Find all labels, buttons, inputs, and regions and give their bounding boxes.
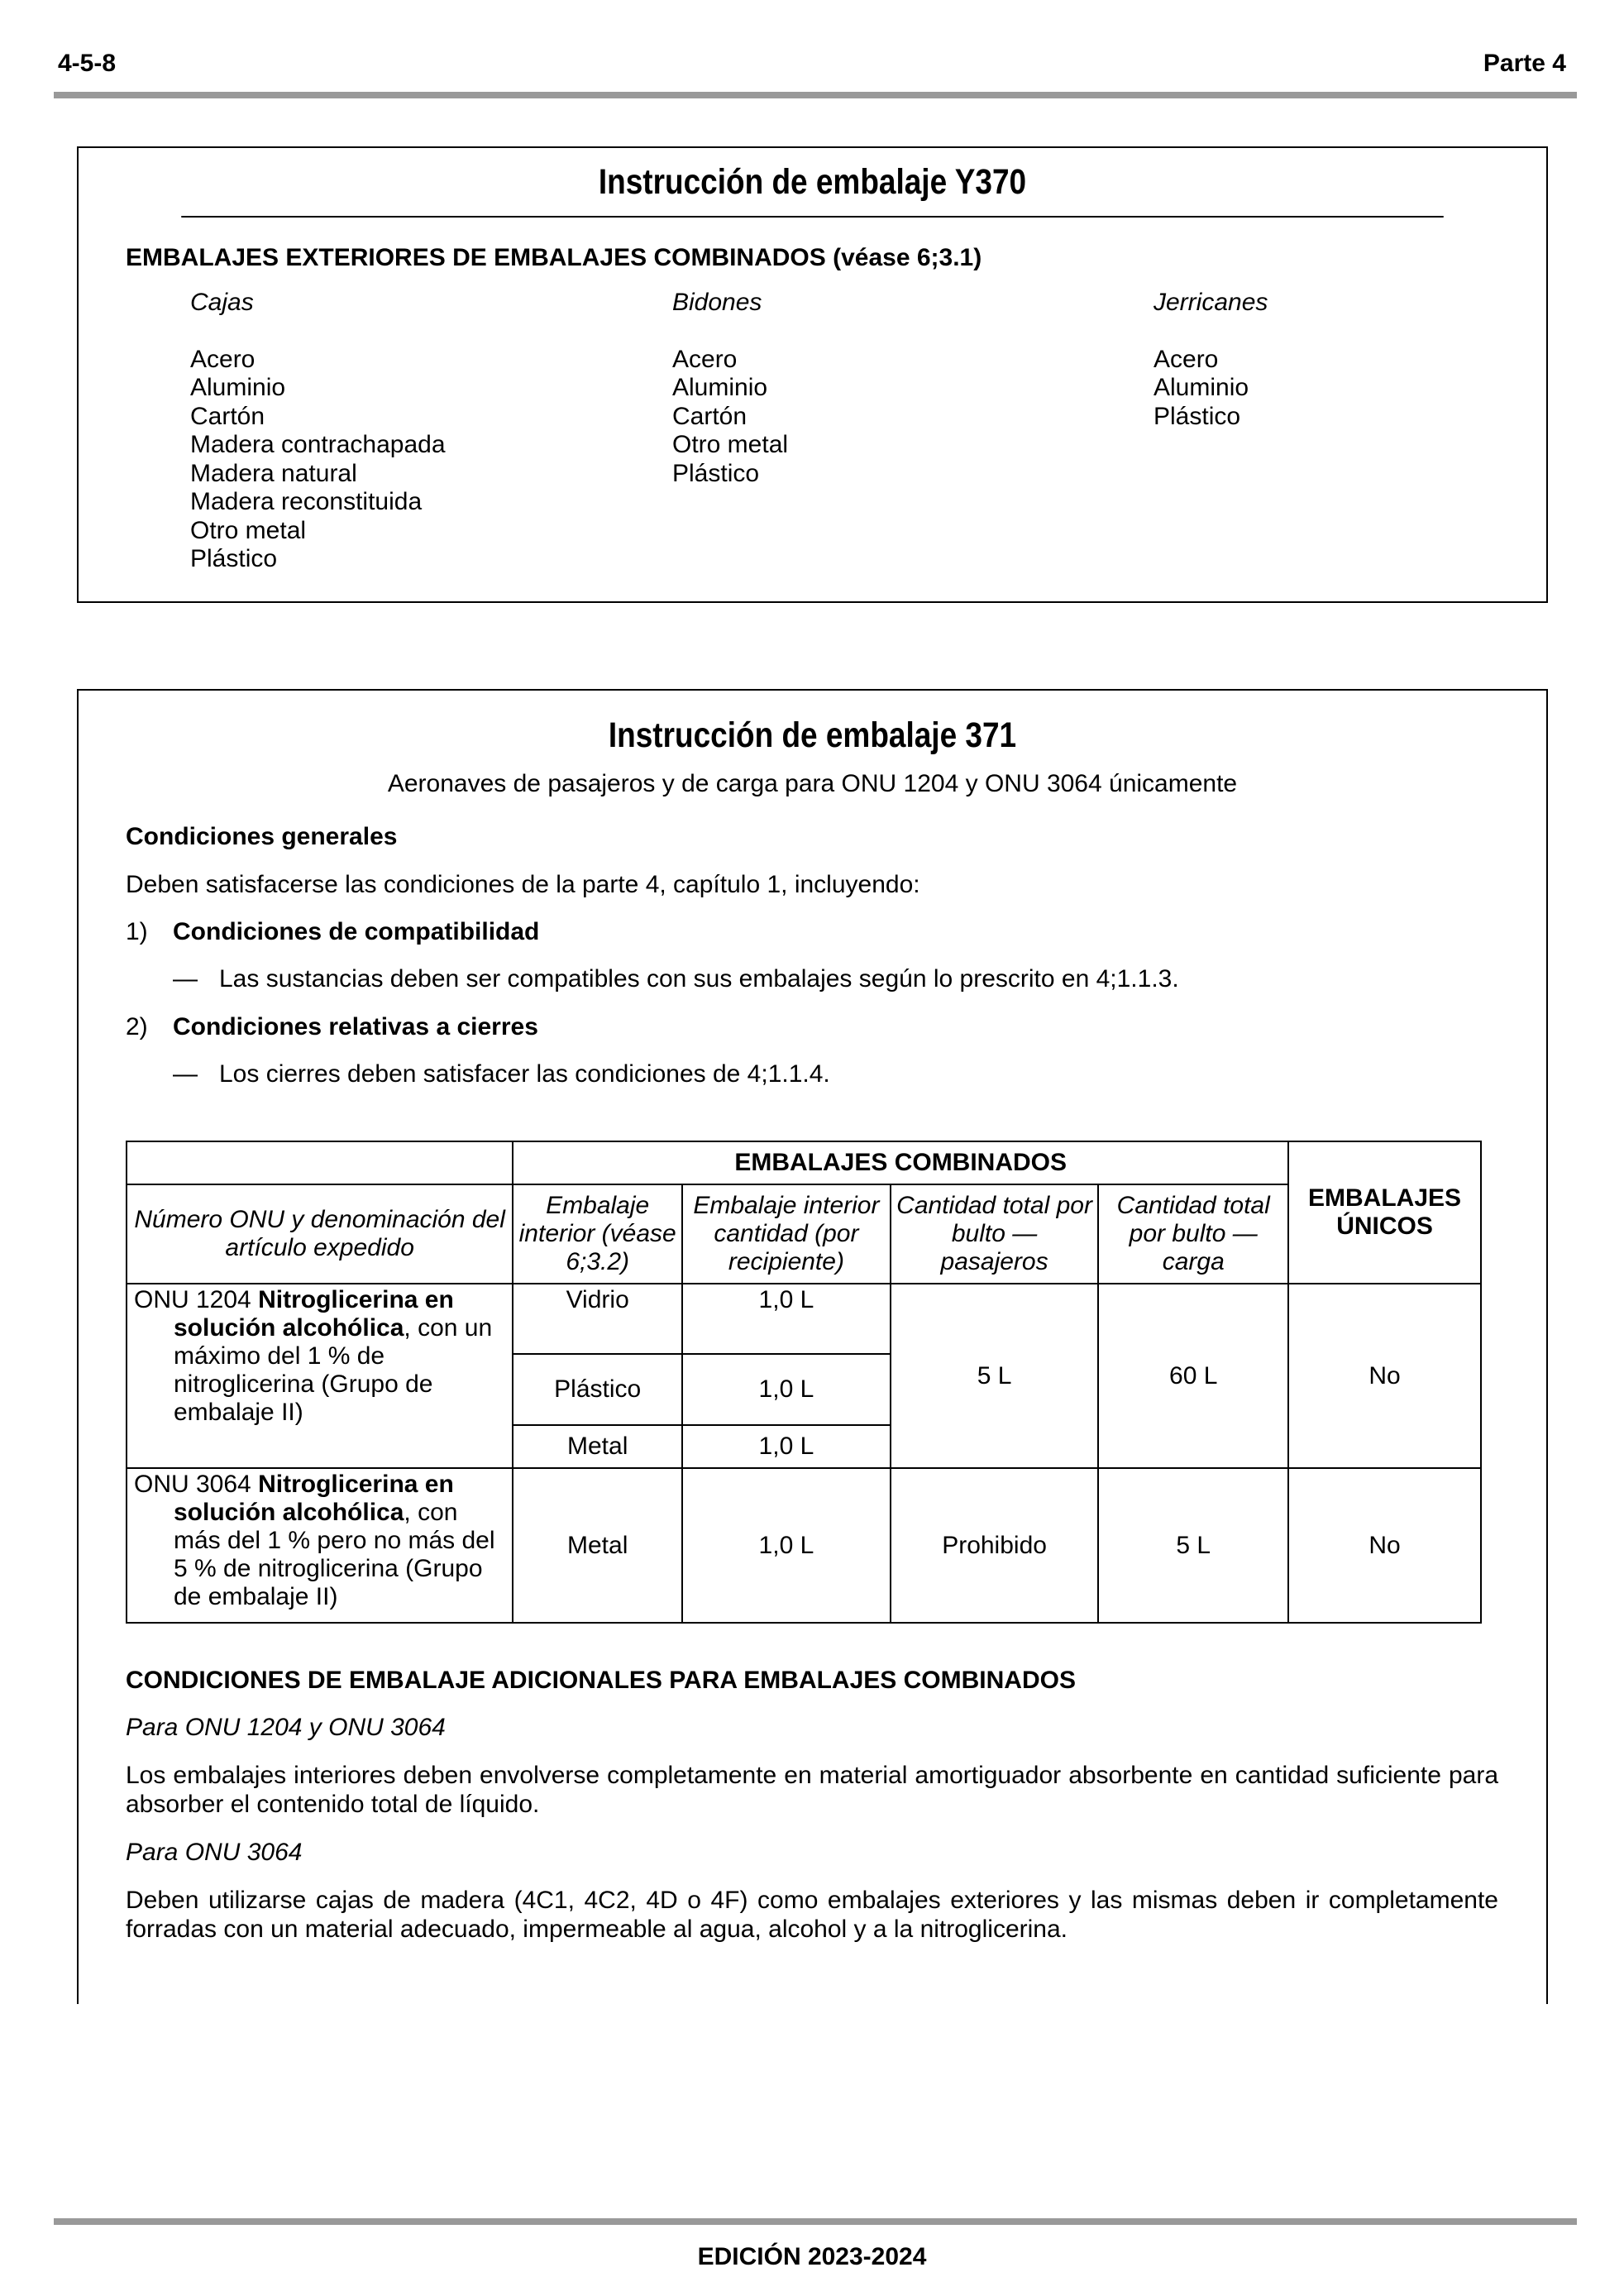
column-bidones [672, 289, 788, 488]
cargo-quantity-cell: 5 L [1098, 1468, 1288, 1623]
list-item: Acero [190, 345, 256, 373]
condition-2-text: Los cierres deben satisfacer las condiciones de 4;1.1.4. [219, 1060, 830, 1088]
list-item: Cartón [190, 402, 265, 430]
additional-conditions-heading: CONDICIONES DE EMBALAJE ADICIONALES PARA EMBALAJES COMBINADOS [126, 1667, 1076, 1694]
condition-2-number: 2) [126, 1013, 148, 1040]
list-item: Aluminio [190, 374, 286, 401]
general-conditions-text: Deben satisfacerse las condiciones de la parte 4, capítulo 1, incluyendo: [126, 871, 920, 898]
footer-rule [54, 2218, 1577, 2225]
column-head: Cajas [190, 289, 254, 316]
additional-2-heading: Para ONU 3064 [126, 1839, 303, 1866]
list-item: Madera contrachapada [190, 431, 446, 458]
y370-title: Instrucción de embalaje Y370 [181, 148, 1444, 218]
un3064-name: Nitroglicerina en solución alcohólica [174, 1471, 454, 1526]
packing-table [126, 1141, 1482, 1624]
un1204-detail: , con un máximo del 1 % de nitroglicerina (Grupo de embalaje II) [174, 1314, 493, 1426]
general-conditions-heading: Condiciones generales [126, 823, 398, 850]
packing-instruction-371 [77, 689, 1548, 2004]
column-cajas [190, 289, 446, 574]
un1204-description [127, 1284, 513, 1468]
condition-1-number: 1) [126, 918, 148, 945]
column-head: Jerricanes [1154, 289, 1268, 316]
packing-instruction-y370 [77, 146, 1548, 603]
i371-subtitle: Aeronaves de pasajeros y de carga para ONU 1204 y ONU 3064 únicamente [387, 770, 1238, 797]
un1204-name: Nitroglicerina en solución alcohólica [174, 1286, 454, 1342]
passenger-quantity-header: Cantidad total por bulto — pasajeros [891, 1184, 1099, 1284]
inner-packaging-header: Embalaje interior (véase 6;3.2) [513, 1184, 682, 1284]
single-packaging-cell: No [1288, 1284, 1481, 1468]
additional-1-text: Los embalajes interiores deben envolverse completamente en material amortiguador absorbente en cantidad suficiente para absorber el contenido total de líquido. [126, 1762, 1498, 1818]
passenger-quantity-cell: 5 L [891, 1284, 1099, 1468]
condition-2-dash: — [173, 1060, 198, 1088]
page-number: 4-5-8 [58, 50, 117, 77]
list-item: Otro metal [190, 516, 307, 544]
list-item: Cartón [672, 402, 748, 430]
combined-packaging-header: EMBALAJES COMBINADOS [513, 1141, 1288, 1184]
edition-footer: EDICIÓN 2023-2024 [697, 2243, 927, 2270]
un-number-header: Número ONU y denominación del artículo expedido [127, 1184, 513, 1284]
inner-packaging-cell: Vidrio [513, 1284, 682, 1354]
column-head: Bidones [672, 289, 762, 316]
cargo-quantity-header: Cantidad total por bulto — carga [1098, 1184, 1288, 1284]
condition-1-title: Condiciones de compatibilidad [173, 918, 540, 945]
inner-quantity-cell: 1,0 L [682, 1468, 891, 1623]
header-rule [54, 92, 1577, 98]
inner-quantity-cell: 1,0 L [682, 1425, 891, 1468]
un3064-prefix: ONU 3064 [134, 1471, 259, 1498]
additional-2-text: Deben utilizarse cajas de madera (4C1, 4C2, 4D o 4F) como embalajes exteriores y las mismas deben ir completamente forradas con un material adecuado, impermeable al agua, alcohol y a la nitroglicerina. [126, 1887, 1498, 1943]
list-item: Aluminio [672, 374, 768, 401]
inner-quantity-cell: 1,0 L [682, 1284, 891, 1354]
list-item: Acero [1154, 345, 1219, 373]
condition-2-title: Condiciones relativas a cierres [173, 1013, 538, 1040]
inner-packaging-cell: Metal [513, 1468, 682, 1623]
list-item: Plástico [190, 545, 278, 572]
inner-quantity-header: Embalaje interior cantidad (por recipiente) [682, 1184, 891, 1284]
single-packaging-header: EMBALAJES ÚNICOS [1288, 1141, 1481, 1284]
part-label: Parte 4 [1483, 50, 1566, 77]
list-item: Plástico [1154, 402, 1241, 430]
column-jerricanes [1154, 289, 1268, 431]
cargo-quantity-cell: 60 L [1098, 1284, 1288, 1468]
un3064-description [127, 1468, 513, 1623]
list-item: Madera reconstituida [190, 488, 423, 515]
passenger-quantity-cell: Prohibido [891, 1468, 1099, 1623]
condition-1-text: Las sustancias deben ser compatibles con sus embalajes según lo prescrito en 4;1.1.3. [219, 965, 1179, 993]
un3064-detail: , con más del 1 % pero no más del 5 % de nitroglicerina (Grupo de embalaje II) [174, 1499, 495, 1610]
condition-1-dash: — [173, 965, 198, 993]
list-item: Acero [672, 345, 738, 373]
inner-packaging-cell: Plástico [513, 1354, 682, 1425]
list-item: Plástico [672, 459, 760, 487]
list-item: Aluminio [1154, 374, 1249, 401]
inner-quantity-cell: 1,0 L [682, 1354, 891, 1425]
inner-packaging-cell: Metal [513, 1425, 682, 1468]
additional-1-heading: Para ONU 1204 y ONU 3064 [126, 1714, 446, 1741]
un1204-prefix: ONU 1204 [134, 1286, 259, 1313]
list-item: Madera natural [190, 459, 357, 487]
list-item: Otro metal [672, 431, 789, 458]
i371-title: Instrucción de embalaje 371 [608, 715, 1017, 755]
y370-heading: EMBALAJES EXTERIORES DE EMBALAJES COMBINADOS (véase 6;3.1) [126, 244, 982, 271]
single-packaging-cell: No [1288, 1468, 1481, 1623]
